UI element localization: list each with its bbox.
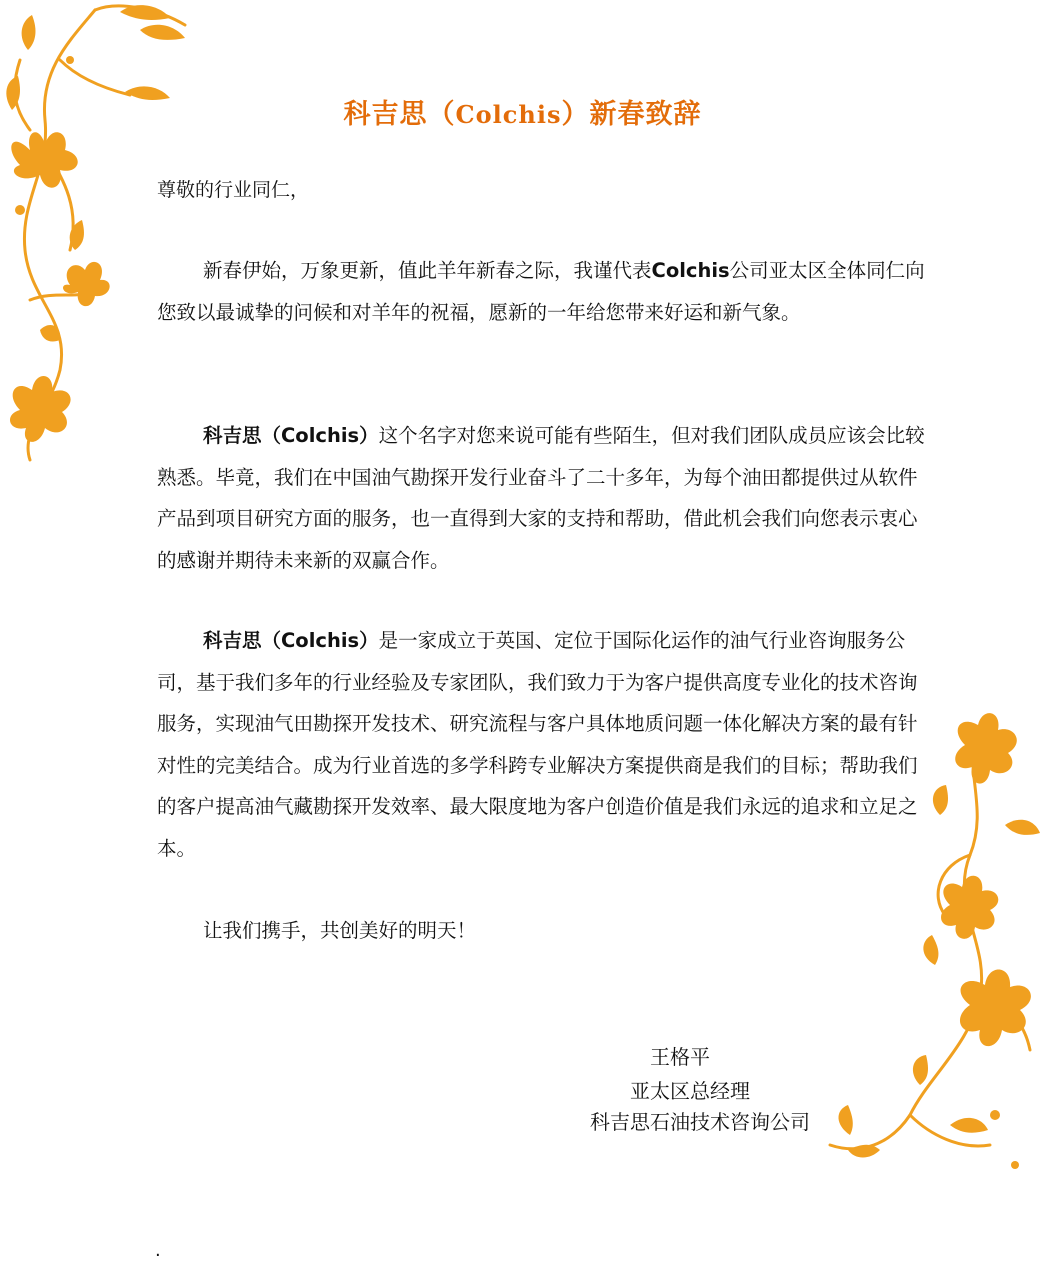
footer-mark: .	[155, 1240, 161, 1261]
page-title	[0, 92, 1045, 131]
p3-bold: 科吉思（Colchis）	[203, 629, 379, 652]
p1-bold: Colchis	[651, 259, 730, 282]
signature-company: 科吉思石油技术咨询公司	[590, 1110, 810, 1134]
p2-text: 这个名字对您来说可能有些陌生，但对我们团队成员应该会比较熟悉。毕竟，我们在中国油气勘探开发行业奋斗了二十多年，为每个油田都提供过从软件产品到项目研究方面的服务，也一直得到大家的支持和帮助，借此机会我们向您表示衷心的感谢并期待未来新的双赢合作。	[157, 424, 925, 572]
title-prefix: 科吉思（	[343, 99, 456, 130]
title-latin: Colchis	[455, 100, 562, 129]
floral-ornament-top-left-icon	[0, 0, 200, 470]
signature-name: 王格平	[650, 1045, 710, 1069]
paragraph-introduction	[157, 415, 927, 581]
p1-text-b: 公司亚太区全体同仁向您致以最诚挚的问候和对羊年的祝福，愿新的一年给您带来好运和新气象。	[157, 259, 925, 324]
p1-text-a: 新春伊始，万象更新，值此羊年新春之际，我谨代表	[203, 259, 652, 282]
p4-text: 让我们携手，共创美好的明天！	[203, 919, 477, 942]
title-suffix: ）新春致辞	[561, 99, 702, 130]
salutation: 尊敬的行业同仁，	[157, 179, 310, 201]
paragraph-company-profile	[157, 620, 927, 869]
signature-position: 亚太区总经理	[630, 1079, 750, 1103]
paragraph-closing	[157, 910, 927, 952]
p3-text: 是一家成立于英国、定位于国际化运作的油气行业咨询服务公司，基于我们多年的行业经验及专家团队，我们致力于为客户提供高度专业化的技术咨询服务，实现油气田勘探开发技术、研究流程与客户具体地质问题一体化解决方案的最有针对性的完美结合。成为行业首选的多学科跨专业解决方案提供商是我们的目标；帮助我们的客户提高油气藏勘探开发效率、最大限度地为客户创造价值是我们永远的追求和立足之本。	[157, 629, 918, 860]
paragraph-greeting	[157, 250, 927, 333]
p2-bold: 科吉思（Colchis）	[203, 424, 379, 447]
